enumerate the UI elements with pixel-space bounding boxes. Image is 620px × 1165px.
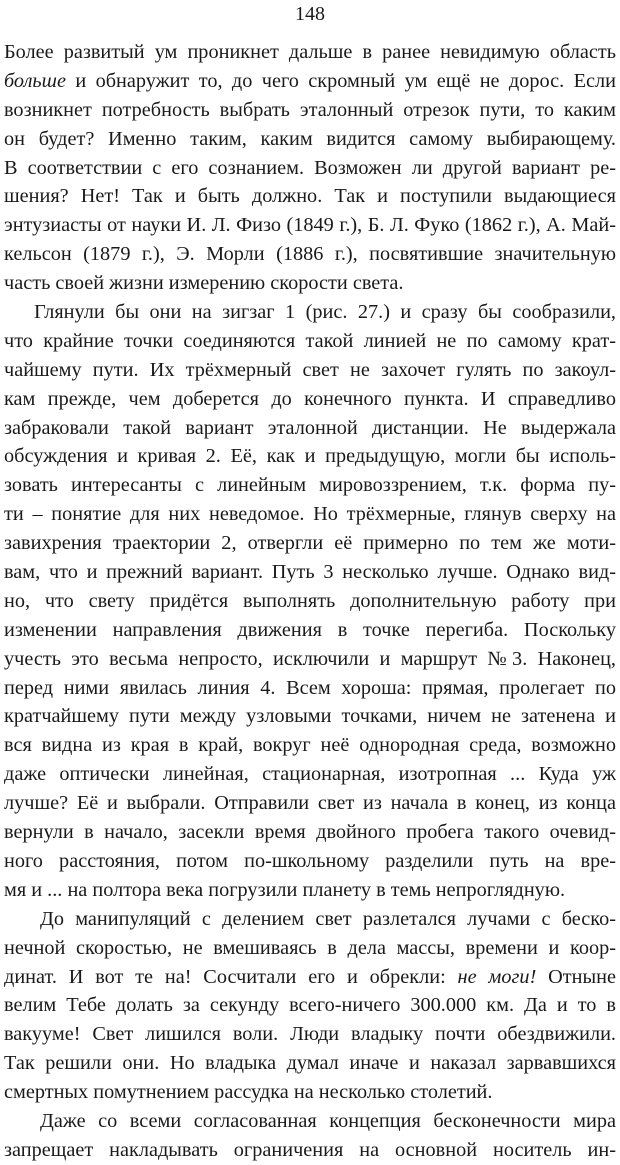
text-line: даже оптически линейная, стационарная, изотропная ... Куда уж (4, 763, 616, 786)
text-line: Глянули бы они на зигзаг 1 (рис. 27.) и сразу бы сообразили, (34, 301, 616, 324)
text-line: мя и ... на полтора века погрузили планету в темь непроглядную. (4, 878, 566, 901)
text-line: ти – понятие для них неведомое. Но трёхмерные, глянув сверху на (4, 503, 616, 526)
text-line: вернули в начало, засекли время двойного пробега такого очевид- (4, 821, 616, 844)
text-line: обсуждения и кривая 2. Её, как и предыдущую, могли бы исполь- (4, 445, 616, 468)
text-line: изменении направления движения в точке перегиба. Поскольку (4, 618, 616, 641)
text-line: шения? Нет! Так и быть должно. Так и поступили выдающиеся (4, 185, 616, 208)
text-line: кельсон (1879 г.), Э. Морли (1886 г.), посвятившие значительную (4, 243, 616, 266)
text-segment: и обнаружит то, до чего скромный ум ещё не дорос. Если (65, 69, 616, 92)
text-line: лучше? Её и выбрали. Отправили свет из начала в конец, из конца (4, 792, 616, 815)
text-line: Так решили они. Но владыка думал иначе и наказал зарвавшихся (4, 1052, 616, 1075)
text-line: что крайние точки соединяются такой линией не по самому крат- (4, 329, 616, 352)
text-segment: динат. И вот те на! Сосчитали его и обрекли: (4, 965, 458, 988)
text-line: нечной скоростью, не вмешиваясь в дела массы, времени и коор- (4, 936, 616, 959)
text-line: ного расстояния, потом по-школьному разделили путь на вре- (4, 849, 616, 872)
text-segment: Отныне (536, 965, 616, 988)
text-line (4, 963, 616, 992)
page-number: 148 (295, 3, 325, 25)
text-line: но, что свету придётся выполнять дополнительную работу при (4, 589, 616, 612)
text-line: запрещает накладывать ограничения на основной носитель ин- (4, 1138, 616, 1161)
text-line: он будет? Именно таким, каким видится самому выбирающему. (4, 127, 616, 150)
text-line: В соответствии с его сознанием. Возможен ли другой вариант ре- (4, 156, 616, 179)
text-line: энтузиасты от науки И. Л. Физо (1849 г.), Б. Л. Фуко (1862 г.), А. Май- (4, 214, 616, 237)
body-text (4, 38, 616, 1165)
text-line: смертных помутнением рассудка на несколько столетий. (4, 1081, 493, 1104)
text-line: зовать интересанты с линейным мировоззрением, т.к. форма пу- (4, 474, 616, 497)
text-line: велим Тебе долать за секунду всего-ничего 300.000 км. Да и то в (4, 994, 616, 1017)
text-line: До манипуляций с делением свет разлетался лучами с беско- (40, 907, 616, 930)
italic-text: не моги! (457, 965, 537, 988)
text-line: часть своей жизни измерению скорости света. (4, 272, 404, 295)
text-line: вся видна из края в край, вокруг неё однородная среда, возможно (4, 734, 616, 757)
text-line (4, 67, 616, 96)
text-line: Даже со всеми согласованная концепция бесконечности мира (40, 1109, 616, 1132)
text-line: возникнет потребность выбрать эталонный отрезок пути, то каким (4, 98, 616, 121)
text-line: учесть это весьма непросто, исключили и маршрут №3. Наконец, (4, 647, 616, 670)
text-line: кратчайшему пути между узловыми точками, ничем не затенена и (4, 705, 616, 728)
text-line: вам, что и прежний вариант. Путь 3 несколько лучше. Однако вид- (4, 561, 616, 584)
text-line: завихрения траектории 2, отвергли её примерно по тем же моти- (4, 532, 616, 555)
text-line: Более развитый ум проникнет дальше в ранее невидимую область (4, 41, 616, 63)
text-line: чайшему пути. Их трёхмерный свет не захочет гулять по закоул- (4, 358, 616, 381)
text-line: кам прежде, чем доберется до конечного пункта. И справедливо (4, 387, 616, 410)
text-line: забраковали такой вариант эталонной дистанции. Не выдержала (4, 416, 616, 439)
text-line: вакууме! Свет лишился воли. Люди владыку почти обездвижили. (4, 1023, 616, 1046)
italic-text: больше (4, 69, 66, 92)
text-line: перед ними явилась линия 4. Всем хороша: прямая, пролегает по (4, 676, 616, 699)
